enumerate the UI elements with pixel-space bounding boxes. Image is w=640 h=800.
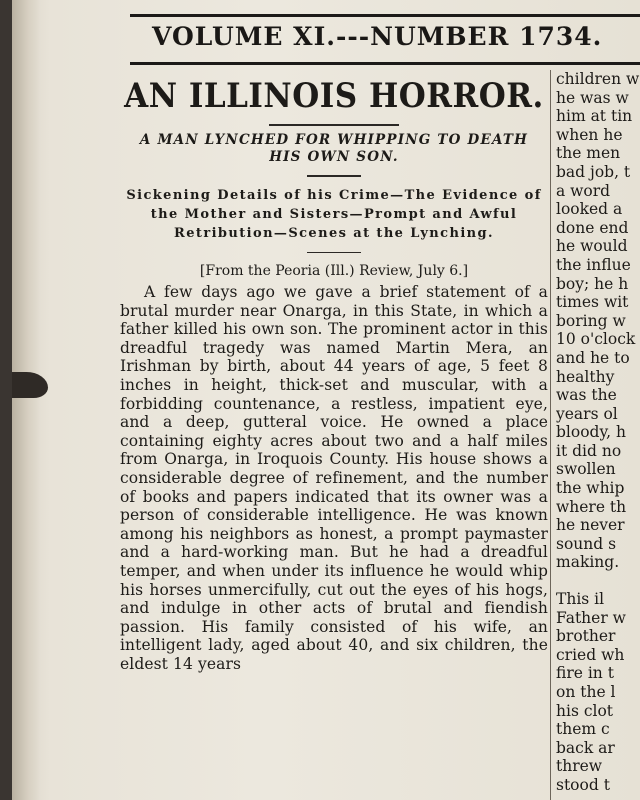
adjacent-column-top [556, 70, 640, 572]
adjacent-column-line: back ar [556, 738, 615, 757]
adjacent-column-line: was the [556, 386, 617, 405]
masthead: VOLUME XI.---NUMBER 1734. [152, 22, 603, 51]
adjacent-column-line: done end [556, 218, 629, 237]
newspaper-page [12, 0, 640, 800]
adjacent-column-line: the whip [556, 479, 625, 498]
adjacent-column-line: Father w [556, 608, 626, 627]
masthead-rule-bottom [130, 62, 640, 65]
adjacent-column-line: threw [556, 757, 603, 776]
adjacent-column-line: him at tin [556, 107, 633, 126]
adjacent-column-line: he would [556, 237, 628, 256]
adjacent-column-line: years ol [556, 404, 618, 423]
page-binding-edge [12, 0, 40, 800]
adjacent-column-line: on the l [556, 683, 616, 701]
adjacent-column-line: them c [556, 720, 610, 739]
article-subhead: A MAN LYNCHED FOR WHIPPING TO DEATH HIS OWN SON. [139, 132, 529, 165]
adjacent-column-line: times wit [556, 293, 629, 312]
article-body: A few days ago we gave a brief statement of a brutal murder near Onarga, in this State, in which a father killed his own son. The prominent actor in this dreadful tragedy was named Martin Mera, an Irishman by birth, about 44 years of age, 5 feet 8 inches in height, thick-set and muscular, with a forbidding countenance, a restless, impatient eye, and a deep, gutteral voice. He owned a place containing eighty acres about two and a half miles from Onarga, in Iroquois County. His house shows a considerable degree of refinement, and the number of books and papers indicated that its owner was a person of considerable intelligence. He was known among his neighbors as honest, a prompt paymaster and a hard-working man. But he had a dreadful temper, and when under its influence he would whip his horses unmercifully, cut out the eyes of his hogs, and indulge in other acts of brutal and fiendish passion. His family consisted of his wife, an intelligent lady, aged about 40, and six children, the eldest 14 years [120, 283, 548, 673]
article-deck: Sickening Details of his Crime—The Evidence of the Mother and Sisters—Prompt and Awful Retribution—Scenes at the Lynching. [126, 187, 542, 241]
adjacent-column-line: bloody, h [556, 423, 626, 442]
adjacent-column [556, 70, 640, 800]
deck-rule [307, 252, 361, 254]
article-headline: AN ILLINOIS HORROR. [124, 76, 544, 116]
adjacent-column-line: boring w [556, 311, 626, 330]
adjacent-column-line: healthy [556, 367, 615, 386]
adjacent-column-bottom [556, 590, 640, 795]
adjacent-column-line: where th [556, 497, 627, 516]
adjacent-column-line: brother [556, 627, 616, 646]
adjacent-column-line: looked a [556, 200, 623, 219]
adjacent-column-line: cried wh [556, 645, 625, 664]
adjacent-column-line: stood t [556, 775, 610, 794]
adjacent-column-line: This il [556, 590, 605, 609]
adjacent-column-line: fire in t [556, 664, 614, 683]
adjacent-column-line: swollen [556, 460, 616, 479]
column-rule [550, 70, 551, 800]
adjacent-column-line: 10 o'clock [556, 330, 636, 349]
adjacent-column-line: he never [556, 516, 625, 535]
adjacent-column-line: it did no [556, 441, 622, 460]
subhead-rule [307, 175, 361, 177]
article-dateline: [From the Peoria (Ill.) Review, July 6.] [199, 263, 469, 279]
adjacent-column-line: boy; he h [556, 274, 629, 293]
adjacent-column-line: the men [556, 144, 621, 163]
paragraph-gap [556, 572, 640, 590]
headline-rule [269, 124, 399, 126]
adjacent-column-line: when he [556, 125, 623, 144]
masthead-rule-top [130, 14, 640, 17]
article-column [120, 70, 548, 800]
adjacent-column-line: making. [556, 553, 620, 572]
adjacent-column-line: children w [556, 70, 640, 88]
adjacent-column-line: a word [556, 181, 611, 200]
adjacent-column-line: his clot [556, 701, 614, 720]
paper-tear [12, 372, 48, 398]
adjacent-column-line: he was w [556, 88, 629, 107]
adjacent-column-line: and he to [556, 348, 630, 367]
adjacent-column-line: sound s [556, 534, 617, 553]
adjacent-column-line: bad job, t [556, 162, 631, 181]
adjacent-column-line: the influe [556, 255, 631, 274]
